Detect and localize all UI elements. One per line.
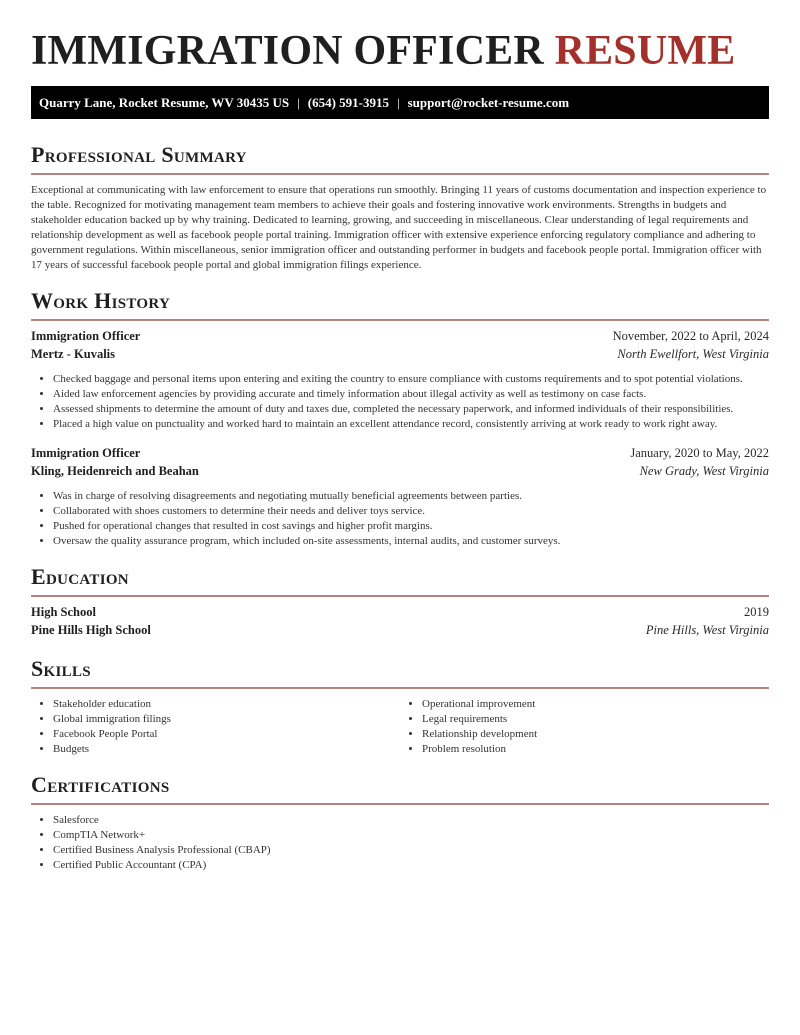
education-degree: High School [31,605,96,619]
certifications-list [31,813,769,873]
section-heading-education: Education [31,564,129,589]
education-year: 2019 [744,605,769,619]
skills-list-left [31,697,400,757]
section-divider [31,319,769,321]
job-dates: January, 2020 to May, 2022 [630,446,769,460]
list-item: • Certified Public Accountant (CPA) [53,858,769,873]
section-divider [31,173,769,175]
list-item: • Collaborated with shoes customers to determine their needs and deliver toys service. [53,504,769,519]
summary-text: Exceptional at communicating with law enforcement to ensure that operations run smoothly. Bringing 11 years of customs documentation and inspection experience to the table. Recognized for motivating management team members to achieve their goals and fostering innovative work environments. Strengths in budgets and stakeholder education backed up by why training. Dedicated to learning, growing, and succeeding in miscellaneous. Clear understanding of legal requirements and relationship development as well as facebook people portal training. Immigration officer with extensive experience enforcing regulatory compliance and adhering to government regulations. Within miscellaneous, senior immigration officer and outstanding performer in budgets and facebook people portal. Immigration officer with 17 years of successful facebook people portal and global immigration filings experience. [31,184,767,271]
section-divider [31,687,769,689]
list-item: • Certified Business Analysis Professional (CBAP) [53,843,769,858]
job-company: Kling, Heidenreich and Beahan [31,464,199,478]
job-company: Mertz - Kuvalis [31,347,116,361]
list-item: • Relationship development [422,727,769,742]
list-item: • Problem resolution [422,742,769,757]
list-item: • Pushed for operational changes that resulted in cost savings and higher profit margins. [53,519,769,534]
section-heading-summary: Professional Summary [31,142,247,167]
contact-bar [31,86,769,119]
contact-separator: | [297,94,300,110]
contact-address: Quarry Lane, Rocket Resume, WV 30435 US [39,94,290,110]
summary-section [31,142,769,273]
section-divider [31,595,769,597]
section-divider [31,803,769,805]
contact-separator: | [396,94,400,110]
education-location: Pine Hills, West Virginia [645,623,769,637]
job-bullets [31,489,769,549]
skills-section [31,656,769,757]
skills-list-right [400,697,769,757]
list-item: • Stakeholder education [53,697,400,712]
resume-title [31,0,769,73]
job-dates: November, 2022 to April, 2024 [612,329,769,343]
job-location: North Ewellfort, West Virginia [617,347,769,361]
section-heading-work-history: Work History [31,288,171,313]
job-bullets [31,372,769,432]
list-item: • Oversaw the quality assurance program, which included on-site assessments, internal audits, and customer surveys. [53,534,769,549]
certifications-section [31,772,769,873]
work-history-section [31,288,769,549]
education-section [31,564,769,641]
list-item: • Placed a high value on punctuality and worked hard to maintain an excellent attendance record, consistently arriving at work ready to work right away. [53,417,769,432]
education-school: Pine Hills High School [31,623,151,637]
list-item: • CompTIA Network+ [53,828,769,843]
list-item: • Facebook People Portal [53,727,400,742]
job-title: Immigration Officer [31,446,141,460]
list-item: • Aided law enforcement agencies by providing accurate and timely information about illegal activity as well as testimony on case facts. [53,387,769,402]
contact-phone: (654) 591-3915 [307,94,389,110]
list-item: • Operational improvement [422,697,769,712]
list-item: • Salesforce [53,813,769,828]
job-entry [31,329,769,432]
job-location: New Grady, West Virginia [639,464,769,478]
job-entry [31,446,769,549]
section-heading-certifications: Certifications [31,772,170,797]
section-heading-skills: Skills [31,656,91,681]
list-item: • Global immigration filings [53,712,400,727]
list-item: • Assessed shipments to determine the amount of duty and taxes due, completed the necessary paperwork, and informed individuals of their responsibilities. [53,402,769,417]
list-item: • Budgets [53,742,400,757]
list-item: • Was in charge of resolving disagreements and negotiating mutually beneficial agreements between parties. [53,489,769,504]
title-accent: RESUME [554,28,736,74]
job-title: Immigration Officer [31,329,141,343]
list-item: • Legal requirements [422,712,769,727]
list-item: • Checked baggage and personal items upon entering and exiting the country to ensure compliance with customs requirements and to spot potential violations. [53,372,769,387]
contact-email[interactable]: support@rocket-resume.com [407,94,570,110]
title-main: IMMIGRATION OFFICER [31,28,544,74]
